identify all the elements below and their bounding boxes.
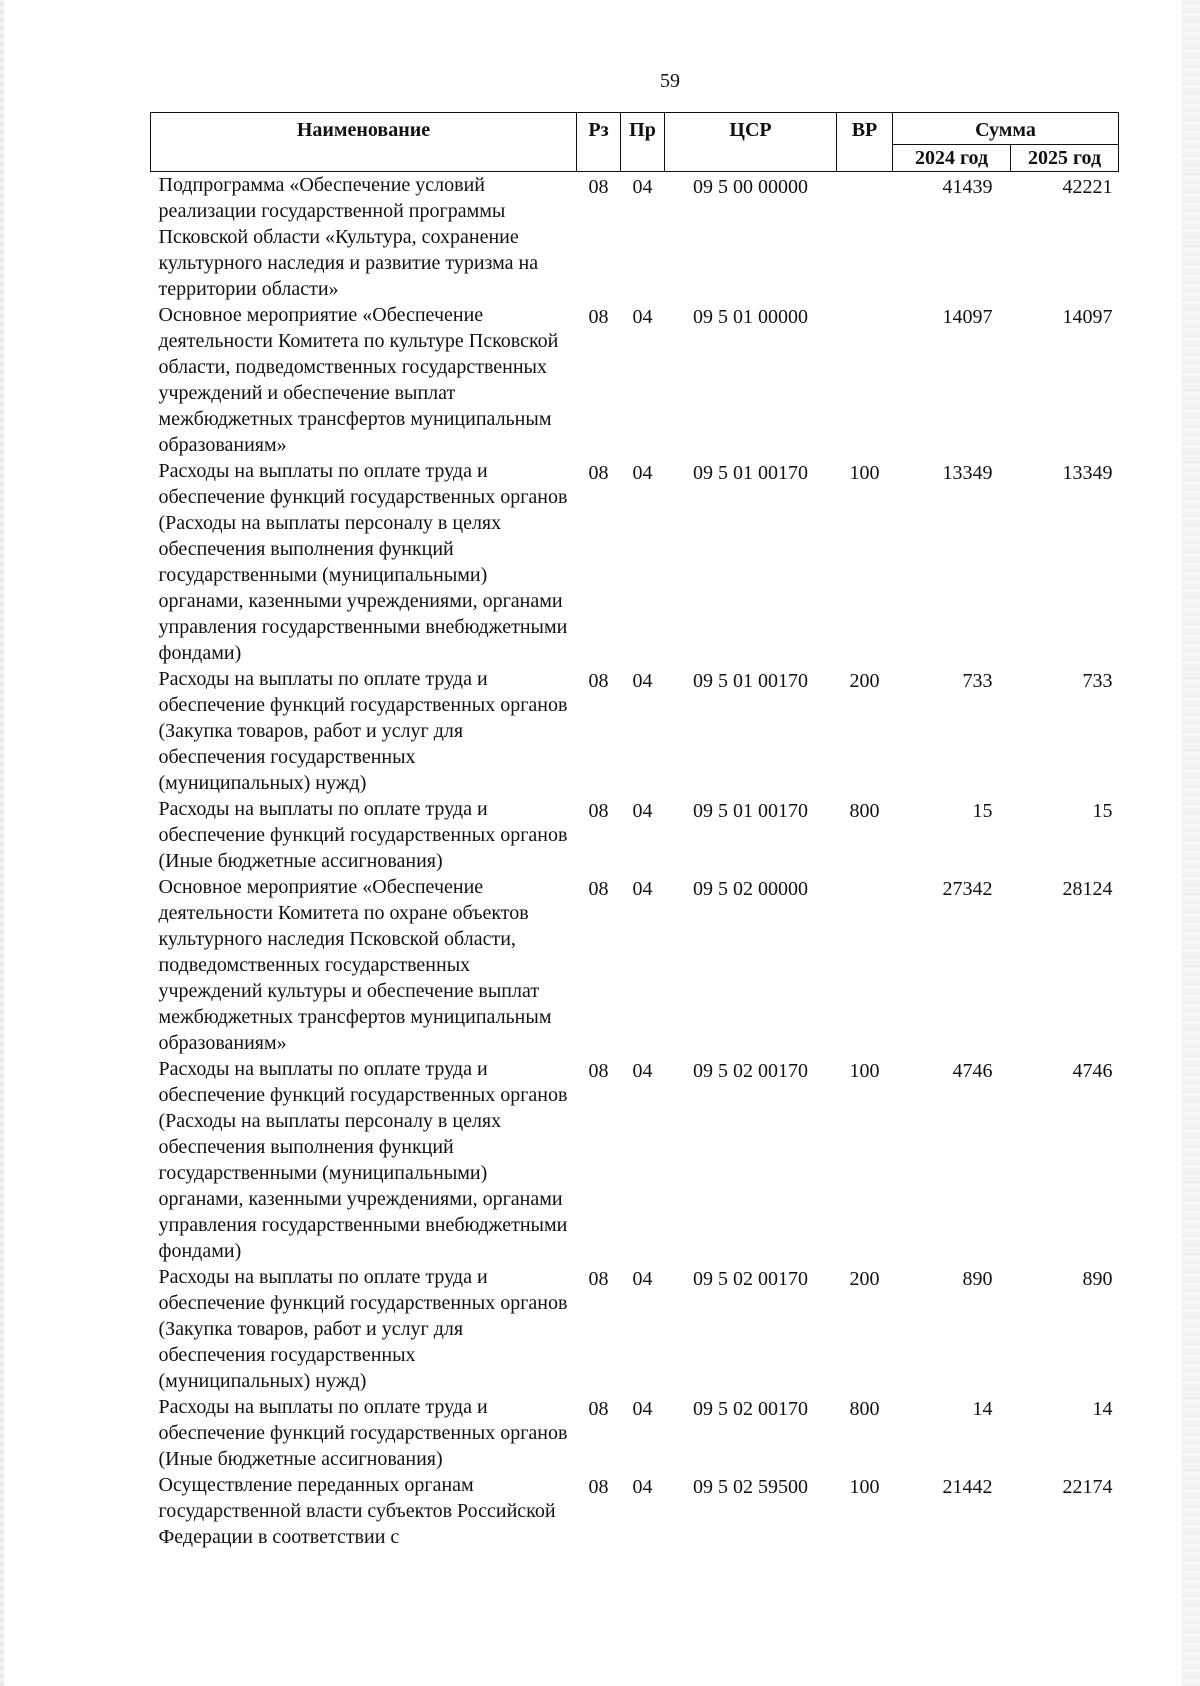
header-name: Наименование	[151, 113, 577, 172]
row-vr: 100	[849, 1476, 880, 1498]
row-sum-2025: 22174	[1062, 1476, 1113, 1498]
row-sum-2025: 15	[1092, 800, 1113, 822]
row-rz: 08	[588, 1268, 609, 1290]
table-row	[151, 302, 1119, 458]
table-row	[151, 1472, 1119, 1550]
row-rz: 08	[588, 670, 609, 692]
row-sum-2025: 42221	[1062, 176, 1113, 198]
row-vr	[837, 302, 893, 458]
table-row	[151, 796, 1119, 874]
row-name: Основное мероприятие «Обеспечение деятельности Комитета по охране объектов культурного наследия Псковской области, подведомственных государственных учреждений культуры и обеспечение выплат межбюджетных трансфертов муниципальным образованиям»	[158, 876, 552, 1054]
header-rz: Рз	[577, 113, 621, 172]
row-pr: 04	[632, 1268, 653, 1290]
row-rz: 08	[588, 306, 609, 328]
row-sum-2025: 14097	[1062, 306, 1113, 328]
header-csr: ЦСР	[665, 113, 837, 172]
table-row	[151, 458, 1119, 666]
header-year-2024: 2024 год	[893, 144, 1011, 171]
row-pr: 04	[632, 1476, 653, 1498]
table-row	[151, 1056, 1119, 1264]
scan-edge-right	[1182, 0, 1200, 1686]
row-sum-2025: 28124	[1062, 878, 1113, 900]
row-csr: 09 5 02 00170	[693, 1060, 808, 1082]
row-sum-2024: 21442	[942, 1476, 993, 1498]
row-csr: 09 5 01 00000	[693, 306, 808, 328]
budget-table	[150, 112, 1119, 1550]
row-csr: 09 5 02 00170	[693, 1268, 808, 1290]
budget-sheet	[150, 112, 1118, 1550]
row-csr: 09 5 02 00000	[693, 878, 808, 900]
row-sum-2024: 14	[972, 1398, 993, 1420]
row-sum-2025: 14	[1092, 1398, 1113, 1420]
row-rz: 08	[588, 1398, 609, 1420]
row-rz: 08	[588, 1060, 609, 1082]
row-vr: 200	[849, 670, 880, 692]
row-csr: 09 5 02 00170	[693, 1398, 808, 1420]
row-vr: 800	[849, 1398, 880, 1420]
row-name: Расходы на выплаты по оплате труда и обеспечение функций государственных органов (Иные бюджетные ассигнования)	[158, 1396, 568, 1470]
row-name: Основное мероприятие «Обеспечение деятельности Комитета по культуре Псковской области, подведомственных государственных учреждений и обеспечение выплат межбюджетных трансфертов муниципальным образованиям»	[158, 304, 559, 456]
row-sum-2025: 890	[1082, 1268, 1113, 1290]
row-rz: 08	[588, 1476, 609, 1498]
row-csr: 09 5 02 59500	[693, 1476, 808, 1498]
row-sum-2024: 4746	[952, 1060, 993, 1082]
row-name: Расходы на выплаты по оплате труда и обеспечение функций государственных органов (Закупка товаров, работ и услуг для обеспечения государственных (муниципальных) нужд)	[158, 668, 568, 794]
table-body	[151, 172, 1119, 1551]
row-pr: 04	[632, 1060, 653, 1082]
row-rz: 08	[588, 462, 609, 484]
table-row	[151, 172, 1119, 303]
header-year-2025: 2025 год	[1011, 144, 1119, 171]
row-pr: 04	[632, 1398, 653, 1420]
row-name: Расходы на выплаты по оплате труда и обеспечение функций государственных органов (Расходы на выплаты персоналу в целях обеспечения выполнения функций государственными (муниципальными) органами, казенными учреждениями, органами управления государственными внебюджетными фондами)	[158, 1058, 568, 1262]
row-pr: 04	[632, 670, 653, 692]
row-sum-2025: 733	[1082, 670, 1113, 692]
row-vr: 200	[849, 1268, 880, 1290]
row-name: Расходы на выплаты по оплате труда и обеспечение функций государственных органов (Закупка товаров, работ и услуг для обеспечения государственных (муниципальных) нужд)	[158, 1266, 568, 1392]
row-pr: 04	[632, 176, 653, 198]
row-csr: 09 5 00 00000	[693, 176, 808, 198]
row-vr: 100	[849, 1060, 880, 1082]
row-csr: 09 5 01 00170	[693, 462, 808, 484]
header-pr: Пр	[621, 113, 665, 172]
row-sum-2024: 15	[972, 800, 993, 822]
scan-edge-left	[0, 0, 4, 1686]
row-vr	[837, 172, 893, 303]
row-name: Осуществление переданных органам государственной власти субъектов Российской Федерации в соответствии с	[158, 1474, 556, 1548]
row-sum-2024: 41439	[942, 176, 993, 198]
row-sum-2024: 14097	[942, 306, 993, 328]
row-pr: 04	[632, 800, 653, 822]
row-pr: 04	[632, 306, 653, 328]
row-vr	[837, 874, 893, 1056]
table-row	[151, 666, 1119, 796]
table-row	[151, 874, 1119, 1056]
table-header	[151, 113, 1119, 172]
row-sum-2025: 4746	[1072, 1060, 1113, 1082]
header-sum: Сумма	[893, 113, 1119, 145]
row-pr: 04	[632, 878, 653, 900]
row-sum-2024: 733	[962, 670, 993, 692]
row-pr: 04	[632, 462, 653, 484]
row-sum-2024: 13349	[942, 462, 993, 484]
row-vr: 100	[849, 462, 880, 484]
row-sum-2024: 890	[962, 1268, 993, 1290]
row-name: Расходы на выплаты по оплате труда и обеспечение функций государственных органов (Иные бюджетные ассигнования)	[158, 798, 568, 872]
header-vr: ВР	[837, 113, 893, 172]
row-csr: 09 5 01 00170	[693, 670, 808, 692]
row-rz: 08	[588, 176, 609, 198]
page-number: 59	[660, 70, 680, 92]
row-vr: 800	[849, 800, 880, 822]
row-sum-2025: 13349	[1062, 462, 1113, 484]
row-csr: 09 5 01 00170	[693, 800, 808, 822]
row-sum-2024: 27342	[942, 878, 993, 900]
row-rz: 08	[588, 800, 609, 822]
table-row	[151, 1264, 1119, 1394]
row-name: Подпрограмма «Обеспечение условий реализации государственной программы Псковской области «Культура, сохранение культурного наследия и развитие туризма на территории области»	[158, 174, 539, 300]
row-name: Расходы на выплаты по оплате труда и обеспечение функций государственных органов (Расходы на выплаты персоналу в целях обеспечения выполнения функций государственными (муниципальными) органами, казенными учреждениями, органами управления государственными внебюджетными фондами)	[158, 460, 568, 664]
row-rz: 08	[588, 878, 609, 900]
table-row	[151, 1394, 1119, 1472]
